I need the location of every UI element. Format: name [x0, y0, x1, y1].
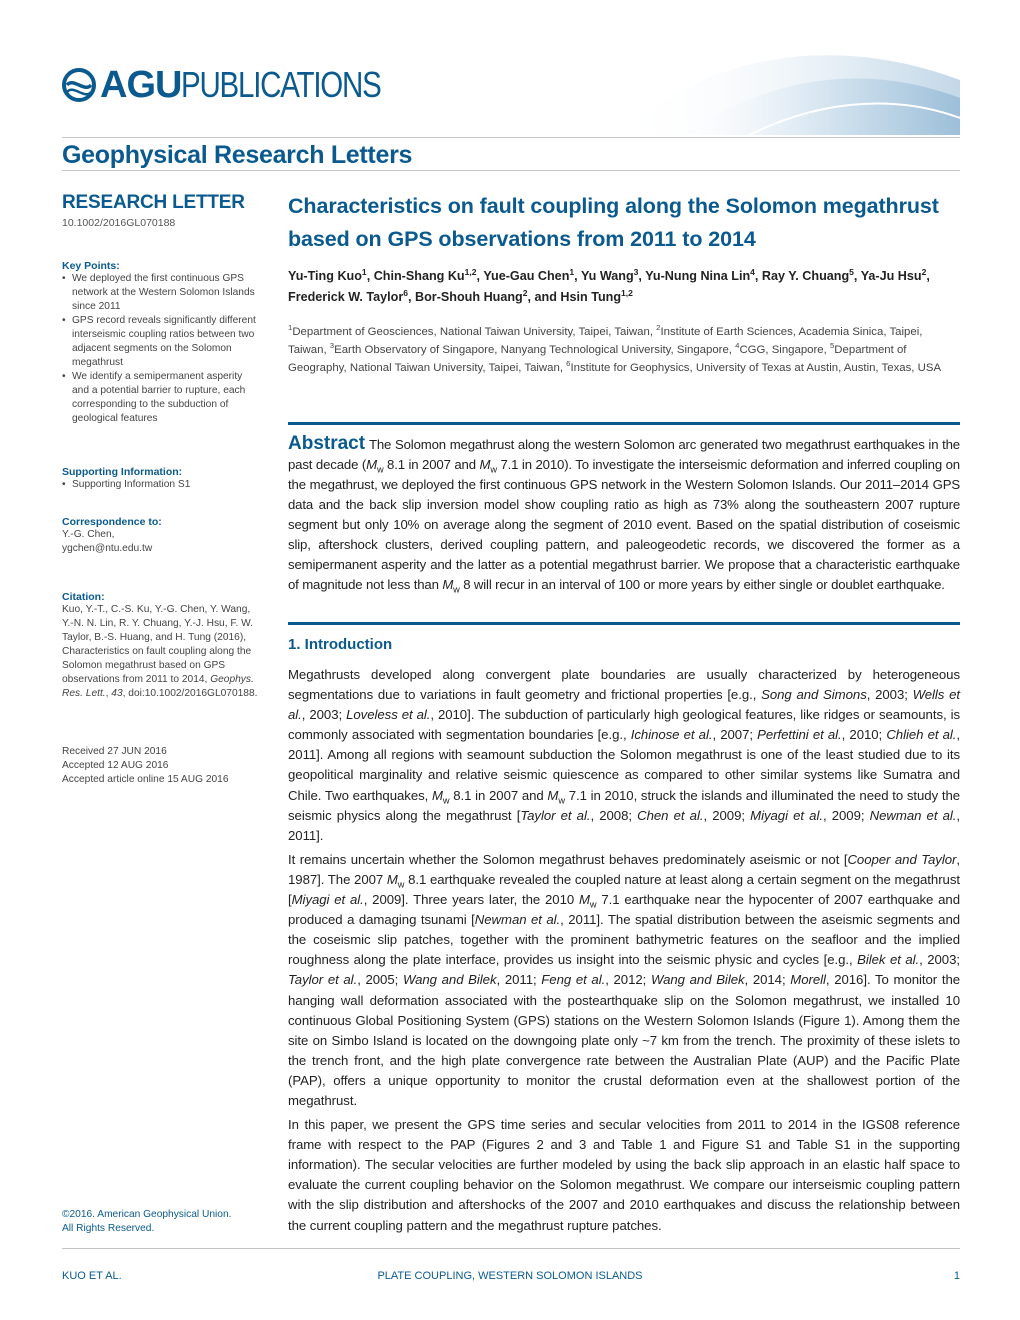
citation-reference: Miyagi et al. [291, 892, 364, 908]
affiliation-number: 5 [829, 341, 835, 351]
author-separator: , [638, 269, 646, 283]
text-run: , 1987]. The 2007 [288, 851, 960, 887]
text-run: Megathrusts developed along convergent plate boundaries are usually characterized by heterogeneous segmentations due to variations in fault geometry and frictional properties [e.g., [288, 667, 960, 703]
abstract-part: 8 will recur in an interval of 100 or more years by either single or doublet earthquake. [459, 577, 945, 592]
text-run: , 2011]. The spatial distribution between the aseismic segments and the coseismic slip patches, together with the prominent bathymetric features on the seafloor and the implied roughness along the plate interface, provides us insight into the seismic physic and cycles [e.g., [288, 912, 961, 968]
accepted-online-date: Accepted article online 15 AUG 2016 [62, 774, 229, 785]
author-name: Yue-Gau Chen [483, 269, 570, 283]
citation-reference: M [578, 892, 590, 908]
affiliation-text: Institute of Earth Sciences, Academia Sinica, Taipei, Taiwan, [288, 326, 923, 356]
author-name: Bor-Shouh Huang [415, 290, 523, 304]
key-points [62, 260, 262, 426]
author-affiliation-marker: 1,2 [621, 287, 633, 298]
author-name: Ray Y. Chuang [761, 269, 850, 283]
author-name: Ya-Ju Hsu [860, 269, 922, 283]
magnitude-subscript: w [490, 464, 497, 475]
article-dates [62, 745, 229, 787]
author-separator: , [754, 269, 762, 283]
citation-text [62, 603, 262, 701]
citation-reference: Miyagi et al. [750, 807, 823, 823]
journal-rule [62, 170, 960, 171]
magnitude-symbol: M [442, 577, 454, 592]
author-name: Hsin Tung [560, 290, 622, 304]
text-run: , 2009; [703, 807, 751, 823]
affiliation-number: 1 [288, 323, 293, 333]
text-run: , 2003; [301, 707, 347, 723]
author-separator: , [926, 269, 930, 283]
accepted-date: Accepted 12 AUG 2016 [62, 760, 169, 771]
author-affiliation-marker: 5 [849, 266, 854, 277]
author-list [288, 266, 960, 308]
citation-reference: Feng et al. [541, 972, 606, 988]
author-name: Frederick W. Taylor [288, 290, 404, 304]
section-heading: 1. Introduction [288, 636, 393, 653]
key-point: • We deployed the first continuous GPS network at the Western Solomon Islands since 2011 [62, 272, 262, 314]
received-date: Received 27 JUN 2016 [62, 746, 167, 757]
text-run: 8.1 earthquake revealed the coupled nature at least along a certain segment on the megathrust [ [288, 871, 960, 908]
citation [62, 591, 262, 701]
doi[interactable]: 10.1002/2016GL070188 [62, 217, 176, 229]
abstract [288, 434, 960, 595]
citation-reference: Ichinose et al. [630, 727, 713, 743]
logo-agu-text: AGU [100, 64, 182, 106]
affiliation-text: CGG, Singapore, [739, 344, 830, 356]
citation-reference: Chlieh et al. [886, 727, 957, 743]
affiliation-text: Earth Observatory of Singapore, Nanyang Technological University, Singapore, [334, 344, 736, 356]
article-header [288, 190, 960, 377]
text-run: , 2014; [744, 972, 791, 988]
page-number: 1 [953, 1270, 960, 1282]
text-run: , 2009; [822, 807, 870, 823]
author-separator: , [476, 269, 484, 283]
key-points-list [62, 272, 262, 426]
citation-separator: , [105, 688, 112, 699]
sidebar [62, 192, 262, 1234]
correspondence-email[interactable]: ygchen@ntu.edu.tw [62, 543, 153, 554]
text-run: 7.1 earthquake near the hypocenter of 2007 earthquake and produced a damaging tsunami [ [288, 892, 960, 928]
author-separator: , [574, 269, 581, 283]
text-run: , 2012; [605, 972, 651, 988]
text-run: , 2011; [496, 972, 542, 988]
author-affiliation-marker: 4 [750, 266, 755, 277]
correspondence-name: Y.-G. Chen, [62, 529, 115, 540]
introduction-section [288, 636, 960, 1240]
globe-swoosh-graphic [600, 40, 960, 135]
magnitude-symbol: M [366, 457, 377, 472]
author-name: Yu-Nung Nina Lin [645, 269, 751, 283]
affiliation-number: 4 [735, 341, 740, 351]
citation-volume: 43 [111, 688, 123, 699]
citation-doi: , doi:10.1002/2016GL070188. [122, 688, 258, 699]
citation-heading: Citation: [62, 591, 105, 603]
copyright-line-2: All Rights Reserved. [62, 1223, 155, 1234]
key-point: • GPS record reveals significantly different interseismic coupling ratios between two adjacent segments on the Solomon megathrust [62, 314, 262, 370]
citation-reference: M [386, 871, 398, 887]
masthead [0, 0, 1020, 135]
supporting-information [62, 466, 190, 492]
text-run: , 2009]. Three years later, the 2010 [363, 892, 579, 908]
text-run: In this paper, we present the GPS time series and secular velocities from 2011 to 2014 in the IGS08 reference frame with respect to the PAP (Figures 2 and 3 and Table 1 and Figure S1 and Table S1 in the supporting information). The secular velocities are further modeled by using the back slip approach in an elastic half space to evaluate the current coupling behavior on the Solomon megathrust. We compare our interseismic coupling pattern with the slip distribution and aftershocks of the 2007 and 2010 earthquakes and discuss the relationship between the current coupling pattern and the megathrust rupture patches. [288, 1117, 960, 1233]
author-separator: , [408, 290, 416, 304]
journal-title: Geophysical Research Letters [62, 141, 413, 169]
text-run: , 2011]. [288, 807, 961, 843]
abstract-text [288, 437, 960, 595]
copyright [62, 1208, 231, 1236]
article-type: RESEARCH LETTER [62, 192, 245, 213]
supporting-item-link[interactable]: • Supporting Information S1 [62, 478, 190, 492]
author-affiliation-marker: 1 [361, 266, 367, 277]
citation-reference: Bilek et al. [857, 952, 920, 968]
author-separator: , [853, 269, 861, 283]
citation-reference: Chen et al. [637, 807, 704, 823]
correspondence-heading: Correspondence to: [62, 516, 162, 528]
author-name: Yu Wang [580, 269, 634, 283]
author-affiliation-marker: 6 [403, 287, 409, 298]
text-run: , 2003; [866, 687, 913, 703]
author-separator: , [366, 269, 374, 283]
footer-running-title: PLATE COUPLING, WESTERN SOLOMON ISLANDS [377, 1270, 643, 1282]
citation-reference: Perfettini et al. [757, 727, 842, 743]
correspondence [62, 516, 162, 556]
citation-reference: M [547, 787, 559, 803]
key-points-heading: Key Points: [62, 260, 120, 272]
masthead-rule [62, 137, 960, 138]
citation-reference: Wang and Bilek [650, 972, 745, 988]
citation-reference: Morell [790, 972, 826, 988]
text-run: , 2010; [841, 727, 887, 743]
citation-main: Kuo, Y.-T., C.-S. Ku, Y.-G. Chen, Y. Wang, Y.-N. N. Lin, R. Y. Chuang, Y.-J. Hsu, F. W. Taylor, B.-S. Huang, and H. Tung (2016), Characteristics on fault coupling along the Solomon megathrust based on GPS observations from 2011 to 2014, [62, 604, 254, 685]
author-affiliation-marker: 1,2 [464, 266, 477, 277]
author-affiliation-marker: 2 [522, 287, 528, 298]
text-run: 7.1 in 2010, struck the islands and illuminated the need to study the seismic physics along the megathrust [ [288, 787, 961, 823]
text-run: It remains uncertain whether the Solomon megathrust behaves predominately aseismic or not [ [288, 851, 848, 867]
paragraph [288, 850, 960, 1111]
affiliation-number: 3 [329, 341, 335, 351]
agu-emblem-icon [62, 68, 96, 102]
subscript: w [442, 795, 450, 806]
affiliation-text: Institute for Geophysics, University of Texas at Austin, Austin, Texas, USA [570, 362, 942, 374]
citation-reference: Wells et al. [288, 687, 961, 723]
author-separator: , and [527, 290, 561, 304]
magnitude-subscript: w [376, 464, 384, 475]
citation-reference: Wang and Bilek [402, 972, 497, 988]
affiliation-number: 6 [566, 359, 571, 369]
citation-reference: Newman et al. [474, 912, 561, 928]
abstract-part: The Solomon megathrust along the western Solomon arc generated two megathrust earthquakes in the past decade ( [288, 437, 960, 472]
author-name: Chin-Shang Ku [373, 269, 465, 283]
citation-reference: Loveless et al. [346, 707, 431, 723]
abstract-heading: Abstract [288, 433, 366, 454]
subscript: w [589, 899, 597, 910]
footer-authors: KUO ET AL. [62, 1270, 122, 1282]
paragraph [288, 1115, 960, 1236]
subscript: w [558, 795, 565, 806]
author-affiliation-marker: 2 [921, 266, 927, 277]
text-run: , 2008; [590, 807, 638, 823]
agu-publications-logo [62, 66, 425, 104]
text-run: , 2003; [919, 952, 960, 968]
introduction-rule [288, 622, 960, 625]
text-run: , 2016]. To monitor the hanging wall deformation associated with the postearthquake slip on the Solomon megathrust, we installed 10 continuous Global Positioning System (GPS) stations on the Western Solomon Islands (Figure 1). Among them the site on Simbo Island is located on the downgoing plate only ~7 km from the trench. The proximity of these islets to the trench front, and the high plate convergence rate between the Australian Plate (AUP) and the Pacific Plate (PAP), offers a unique opportunity to monitor the crustal deformation even at the shallowest portion of the megathrust. [288, 972, 961, 1108]
paragraph [288, 665, 960, 846]
logo-publications-text: PUBLICATIONS [181, 64, 382, 105]
author-name: Yu-Ting Kuo [288, 269, 362, 283]
citation-reference: Newman et al. [869, 807, 957, 823]
affiliation-list [288, 323, 960, 377]
article-title: Characteristics on fault coupling along the Solomon megathrust based on GPS observations from 2011 to 2014 [288, 194, 939, 251]
magnitude-subscript: w [453, 584, 460, 595]
affiliation-text: Department of Geosciences, National Taiwan University, Taipei, Taiwan, [292, 326, 657, 338]
affiliation-number: 2 [656, 323, 661, 333]
magnitude-symbol: M [479, 457, 491, 472]
author-affiliation-marker: 1 [569, 266, 575, 277]
text-run: , 2011]. Among all regions with seamount subduction the Solomon megathrust is one of the least studied due to its geopolitical marginality and relative seismic quiescence as compared to other similar systems like Sumatra and Chile. Two earthquakes, [288, 727, 961, 803]
author-affiliation-marker: 3 [633, 266, 639, 277]
key-point: • We identify a semipermanent asperity and a potential barrier to rupture, each corresponding to the subduction of geological features [62, 370, 262, 426]
text-run: , 2010]. The subduction of particularly high geological features, like ridges or seamounts, is commonly associated with segmentation boundaries [e.g., [288, 707, 961, 743]
supporting-list [62, 478, 190, 492]
text-run: 8.1 in 2007 and [449, 787, 548, 803]
abstract-rule [288, 422, 960, 425]
supporting-heading: Supporting Information: [62, 466, 183, 478]
citation-reference: M [431, 787, 443, 803]
citation-reference: Song and Simons [761, 687, 867, 703]
subscript: w [397, 879, 405, 890]
abstract-part: 8.1 in 2007 and [383, 457, 480, 472]
footer-rule [62, 1248, 960, 1249]
citation-reference: Taylor et al. [520, 807, 591, 823]
copyright-line-1: ©2016. American Geophysical Union. [62, 1209, 232, 1220]
citation-reference: Cooper and Taylor [847, 851, 957, 867]
text-run: , 2007; [712, 727, 758, 743]
citation-journal: Geophys. Res. Lett. [62, 674, 254, 699]
abstract-part: 7.1 in 2010). To investigate the interseismic deformation and inferred coupling on the megathrust, we deployed the first continuous GPS network in the Western Solomon Islands. Our 2011–2014 GPS data and the back slip inversion model show coupling ratio as high as 73% along the southeastern 2007 rupture segment but only 10% on average along the segment of 2010 event. Based on the spatial distribution of coseismic slip, aftershock clusters, derived coupling pattern, and paleogeodetic records, we discovered the former as a semipermanent asperity and the latter as a potential megathrust barrier. We propose that a characteristic earthquake of magnitude not less than [288, 457, 960, 592]
affiliation-text: Department of Geography, National Taiwan University, Taipei, Taiwan, [288, 344, 907, 374]
text-run: , 2005; [357, 972, 403, 988]
citation-reference: Taylor et al. [288, 972, 358, 988]
